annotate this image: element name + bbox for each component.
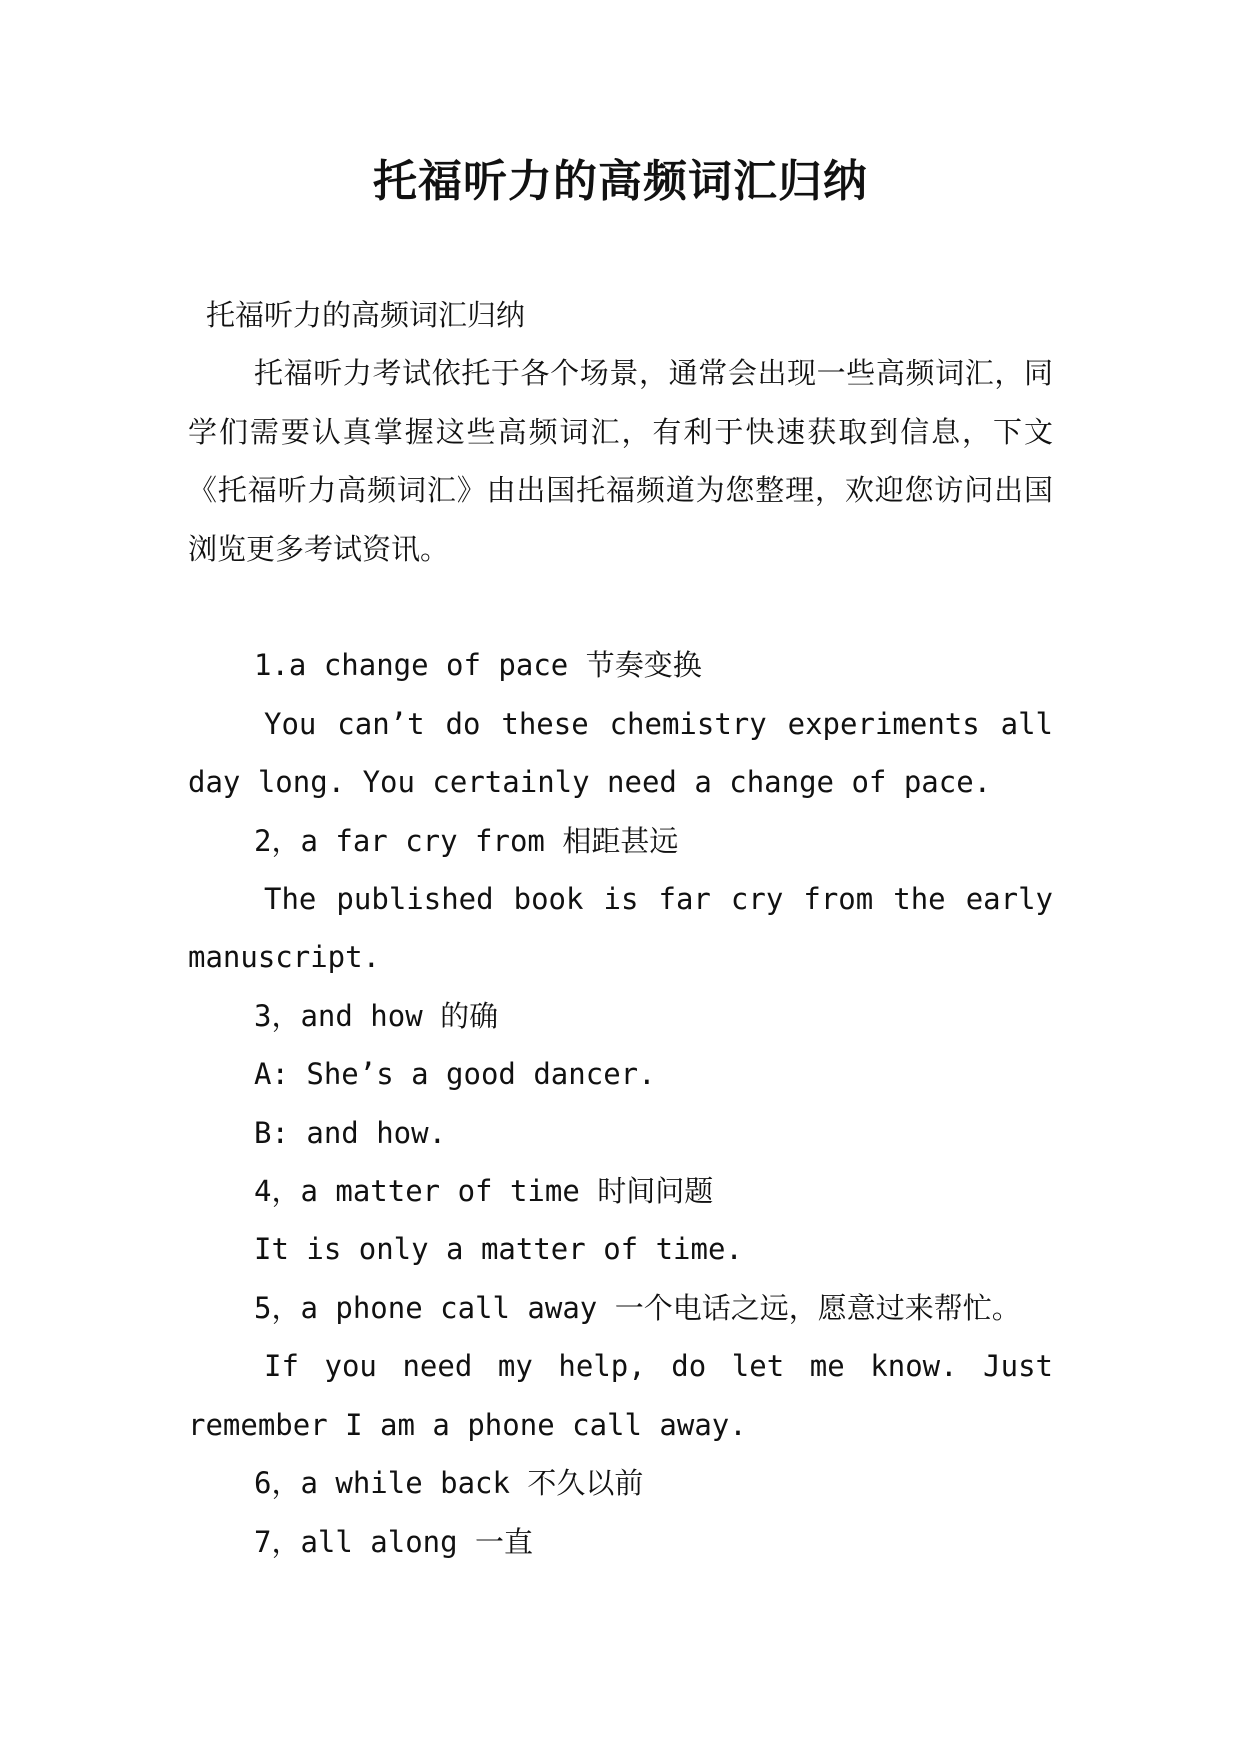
- entry-heading: 7，all along 一直: [254, 1524, 534, 1559]
- document-title: 托福听力的高频词汇归纳: [373, 156, 868, 207]
- entry-example: If you need my help, do let me know. Just remember I am a phone call away.: [188, 1349, 1053, 1442]
- dialogue-line-b: B: and how.: [254, 1115, 447, 1150]
- document-subtitle: 托福听力的高频词汇归纳: [206, 298, 526, 332]
- paragraph-spacer: [188, 578, 1053, 636]
- entry-heading: 6，a while back 不久以前: [254, 1466, 644, 1501]
- entry-heading: 1.a change of pace 节奏变换: [254, 648, 702, 683]
- intro-paragraph: 托福听力考试依托于各个场景，通常会出现一些高频词汇，同学们需要认真掌握这些高频词汇，有利于快速获取到信息，下文《托福听力高频词汇》由出国托福频道为您整理，欢迎您访问出国浏览更多考试资讯。: [188, 356, 1053, 566]
- entry-heading: 4，a matter of time 时间问题: [254, 1174, 714, 1209]
- dialogue-line-a: A: She’s a good dancer.: [254, 1057, 656, 1092]
- entry-heading: 3，and how 的确: [254, 998, 499, 1033]
- entry-heading: 2，a far cry from 相距甚远: [254, 823, 679, 858]
- entry-example: The published book is far cry from the early manuscript.: [188, 882, 1053, 975]
- entry-heading: 5，a phone call away 一个电话之远，愿意过来帮忙。: [254, 1290, 1021, 1325]
- entry-example: You can’t do these chemistry experiments all day long. You certainly need a change of pace.: [188, 706, 1053, 800]
- entry-example: It is only a matter of time.: [254, 1232, 743, 1267]
- document-body: [188, 286, 1053, 1571]
